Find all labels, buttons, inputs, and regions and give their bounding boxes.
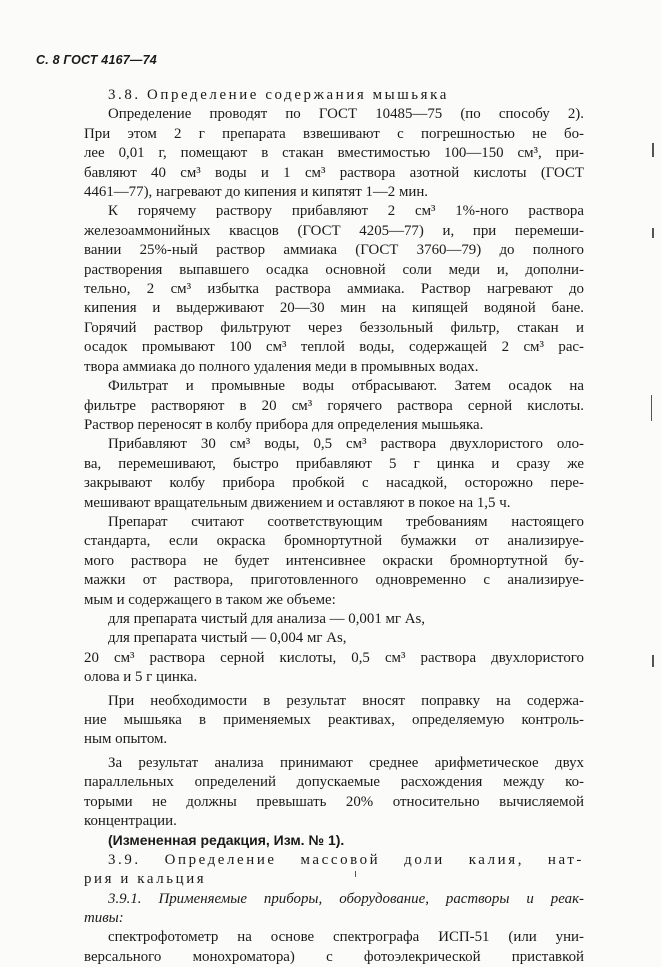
document-body (84, 86, 584, 967)
text-line: кипения и выдерживают 20—30 мин на кипящей водяной бане. (84, 300, 584, 317)
margin-mark (651, 395, 652, 421)
text-line: Препарат считают соответствующим требованиям настоящего (108, 513, 584, 530)
text-line: торыми не должны превышать 20% относительно вычисляемой (84, 793, 584, 810)
text-line: лее 0,01 г, помещают в стакан вместимостью 100—150 см³, при- (84, 145, 584, 162)
text-line: За результат анализа принимают среднее арифметическое двух (108, 754, 584, 771)
text-line: К горячему раствору прибавляют 2 см³ 1%-ного раствора (108, 203, 584, 220)
text-line: ние мышьяка в применяемых реактивах, определяемую контроль- (84, 712, 584, 728)
text-line: версального монохроматора) с фотоэлекрической приставкой (84, 948, 584, 965)
text-line: Горячий раствор фильтруют через беззольный фильтр, стакан и (84, 319, 584, 336)
speck (355, 871, 356, 877)
text-line: осадок промывают 100 см³ теплой воды, содержащей 2 см³ рас- (84, 339, 584, 356)
text-line: мажки от раствора, приготовленного одновременно с анализируе- (84, 572, 584, 589)
text-line: Определение проводят по ГОСТ 10485—75 (по способу 2). (108, 106, 584, 123)
text-line: При этом 2 г препарата взвешивают с погрешностью не бо- (84, 125, 584, 142)
text-line: железоаммонийных квасцов (ГОСТ 4205—77) и, при перемеши- (84, 222, 584, 239)
text-line: 20 см³ раствора серной кислоты, 0,5 см³ раствора двухлористого (84, 649, 584, 666)
margin-mark (652, 228, 654, 238)
text-line: закрывают колбу прибора пробкой с насадкой, осторожно пере- (84, 475, 584, 492)
text-line: ным опытом. (84, 731, 168, 748)
section-heading-3-9: 3.9. Определение массовой доли калия, нат- (108, 851, 584, 868)
text-line: ва, перемешивают, быстро прибавляют 5 г цинка и сразу же (84, 455, 584, 472)
text-line: твора аммиака до полного удаления меди в промывных водах. (84, 358, 479, 375)
text-line: параллельных определений допускаемые расхождения между ко- (84, 774, 584, 791)
section-heading-3-8: 3.8. Определение содержания мышьяка (108, 87, 449, 103)
margin-mark (652, 143, 654, 157)
text-line: бавляют 40 см³ воды и 1 см³ раствора азотной кислоты (ГОСТ (84, 164, 584, 181)
subsection-heading-3-9-1-cont: тивы: (84, 910, 124, 927)
text-line: тельно, 2 см³ избытка раствора аммиака. Раствор нагревают до (84, 281, 584, 298)
text-line: для препарата чистый для анализа — 0,001 мг As, (108, 610, 426, 627)
text-line: Прибавляют 30 см³ воды, 0,5 см³ раствора двухлористого оло- (108, 436, 584, 453)
text-line: вании 25%-ный раствор аммиака (ГОСТ 3760—79) до полного (84, 242, 584, 259)
text-line: спектрофотометр на основе спектрографа ИСП-51 (или уни- (108, 929, 584, 946)
text-line: мешивают вращательным движением и оставляют в покое на 1,5 ч. (84, 494, 511, 511)
text-line: фильтре растворяют в 20 см³ горячего раствора серной кислоты. (84, 397, 584, 414)
text-line: При необходимости в результат вносят поправку на содержа- (108, 692, 584, 709)
margin-mark (652, 655, 654, 667)
text-line: 4461—77), нагревают до кипения и кипятят 1—2 мин. (84, 184, 429, 201)
text-line: для препарата чистый — 0,004 мг As, (108, 630, 347, 647)
text-line: Раствор переносят в колбу прибора для определения мышьяка. (84, 416, 484, 433)
text-line: Фильтрат и промывные воды отбрасывают. Затем осадок на (108, 378, 584, 395)
text-line: растворения выпавшего осадка основной соли меди и, дополни- (84, 261, 584, 278)
text-line: стандарта, если окраска бромнортутной бумажки от анализируе- (84, 533, 584, 550)
amendment-note: (Измененная редакция, Изм. № 1). (108, 832, 345, 849)
text-line: концентрации. (84, 813, 177, 830)
text-line: олова и 5 г цинка. (84, 669, 198, 686)
text-line: мого раствора не будет интенсивнее окраски бромнортутной бу- (84, 552, 584, 569)
section-heading-3-9-cont: рия и кальция (84, 871, 207, 888)
text-line: мым и содержащего в таком же объеме: (84, 591, 336, 608)
subsection-heading-3-9-1: 3.9.1. Применяемые приборы, оборудование, растворы и реак- (108, 890, 584, 907)
page-header: С. 8 ГОСТ 4167—74 (36, 53, 157, 67)
